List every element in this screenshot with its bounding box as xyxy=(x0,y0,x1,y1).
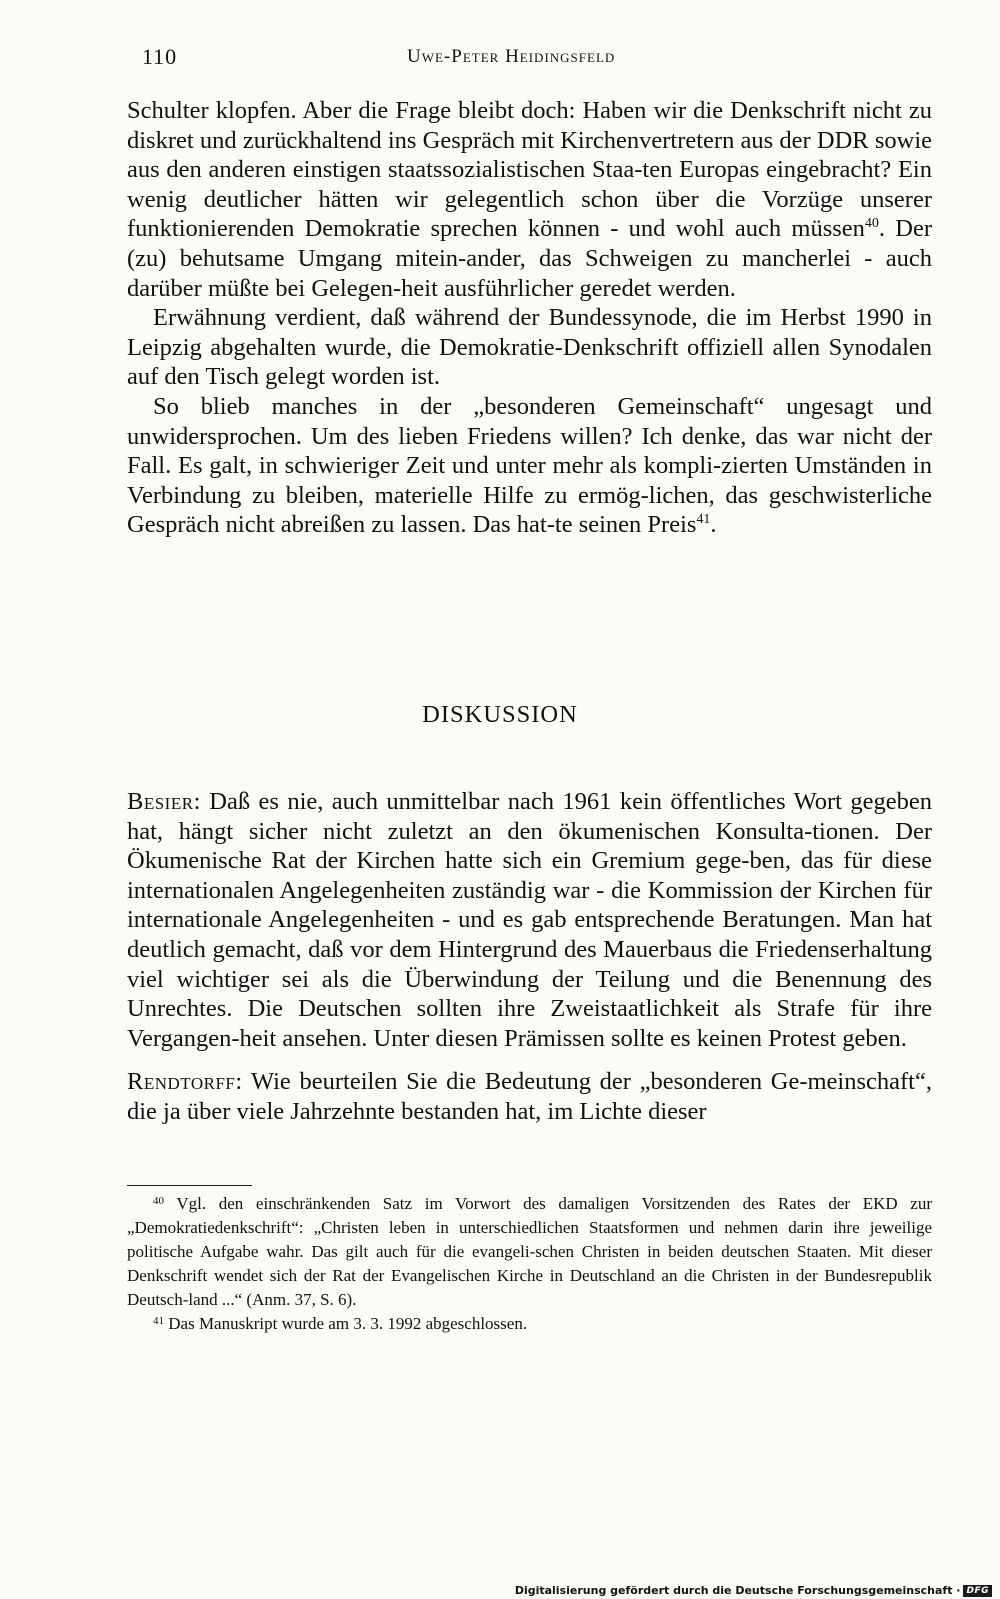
speaker-name: Rendtorff: xyxy=(127,1068,243,1096)
main-text xyxy=(127,96,932,540)
footnote-number: 40 xyxy=(153,1195,164,1207)
section-heading: DISKUSSION xyxy=(422,701,578,728)
footnote-reference: 41 xyxy=(696,512,711,528)
paragraph: Erwähnung verdient, daß während der Bundessynode, die im Herbst 1990 in Leipzig abgehalten wurde, die Demokratie-Denkschrift offiziell allen Synodalen auf den Tisch gelegt worden ist. xyxy=(127,304,932,391)
paragraph-text: . Der (zu) behutsame Umgang mitein-ander, das Schweigen zu mancherlei - auch darüber müßte bei Gelegen-heit ausführlicher geredet werden. xyxy=(127,215,932,302)
speaker-name: Besier: xyxy=(127,788,201,815)
footnote xyxy=(127,1192,932,1312)
footnote-divider xyxy=(127,1185,252,1186)
discussion-entry xyxy=(127,1067,932,1126)
digitization-credit xyxy=(515,1584,992,1597)
discussion-text: Wie beurteilen Sie die Bedeutung der „besonderen Ge-meinschaft“, die ja über viele Jahrzehnte bestanden hat, im Lichte dieser xyxy=(127,1068,932,1125)
discussion-entry xyxy=(127,787,932,1053)
footnote-text: Das Manuskript wurde am 3. 3. 1992 abgeschlossen. xyxy=(168,1314,528,1333)
paragraph xyxy=(127,96,932,303)
footnotes xyxy=(127,1192,932,1336)
paragraph-text: Schulter klopfen. Aber die Frage bleibt doch: Haben wir die Denkschrift nicht zu diskret und zurückhaltend ins Gespräch mit Kirchenvertretern aus der DDR sowie aus den anderen einstigen staatssozialistischen Staa-ten Europas eingebracht? Ein wenig deutlicher hätten wir gelegentlich schon über die Vorzüge unserer funktionierenden Demokratie sprechen können - und wohl auch müssen xyxy=(127,97,932,243)
page-number: 110 xyxy=(142,44,178,69)
paragraph-text: . xyxy=(710,511,717,539)
paragraph xyxy=(127,392,932,540)
credit-text: Digitalisierung gefördert durch die Deutsche Forschungsgemeinschaft · xyxy=(514,1584,961,1597)
footnote xyxy=(127,1312,932,1336)
paragraph-text: So blieb manches in der „besonderen Gemeinschaft“ ungesagt und unwidersprochen. Um des lieben Friedens willen? Ich denke, das war nicht der Fall. Es galt, in schwieriger Zeit und unter mehr als kompli-zierten Umständen in Verbindung zu bleiben, materielle Hilfe zu ermög-lichen, das geschwisterliche Gespräch nicht abreißen zu lassen. Das hat-te seinen Preis xyxy=(127,392,932,539)
page-header xyxy=(142,44,942,80)
discussion-text: Daß es nie, auch unmittelbar nach 1961 kein öffentliches Wort gegeben hat, hängt sicher nicht zuletzt an den ökumenischen Konsulta-tionen. Der Ökumenische Rat der Kirchen hatte sich ein Gremium gege-ben, das für diese internationalen Angelegenheiten zuständig war - die Kommission der Kirchen für internationale Angelegenheiten - und es gab entsprechende Beratungen. Man hat deutlich gemacht, daß vor dem Hintergrund des Mauerbaus die Friedenserhaltung viel wichtiger sei als die Überwindung der Teilung und die Benennung des Unrechtes. Die Deutschen sollten ihre Zweistaatlichkeit als Strafe für ihre Vergangen-heit ansehen. Unter diesen Prämissen sollte es keinen Protest geben. xyxy=(127,788,932,1052)
footnote-number: 41 xyxy=(153,1315,164,1327)
footnote-text: Vgl. den einschränkenden Satz im Vorwort des damaligen Vorsitzenden des Rates der EKD zur „Demokratiedenkschrift“: „Christen leben in unterschiedlichen Staatsformen und nehmen darin ihre jeweilige politische Aufgabe wahr. Das gilt auch für die evangeli-schen Christen in beiden deutschen Staaten. Mit dieser Denkschrift wendet sich der Rat der Evangelischen Kirche in Deutschland an die Christen in der Bundesrepublik Deutsch-land ...“ (Anm. 37, S. 6). xyxy=(127,1194,932,1309)
dfg-logo-icon: DFG xyxy=(963,1585,992,1597)
discussion-text xyxy=(127,787,932,1141)
footnote-reference: 40 xyxy=(864,216,879,232)
running-head-author: Uwe-Peter Heidingsfeld xyxy=(407,46,616,67)
